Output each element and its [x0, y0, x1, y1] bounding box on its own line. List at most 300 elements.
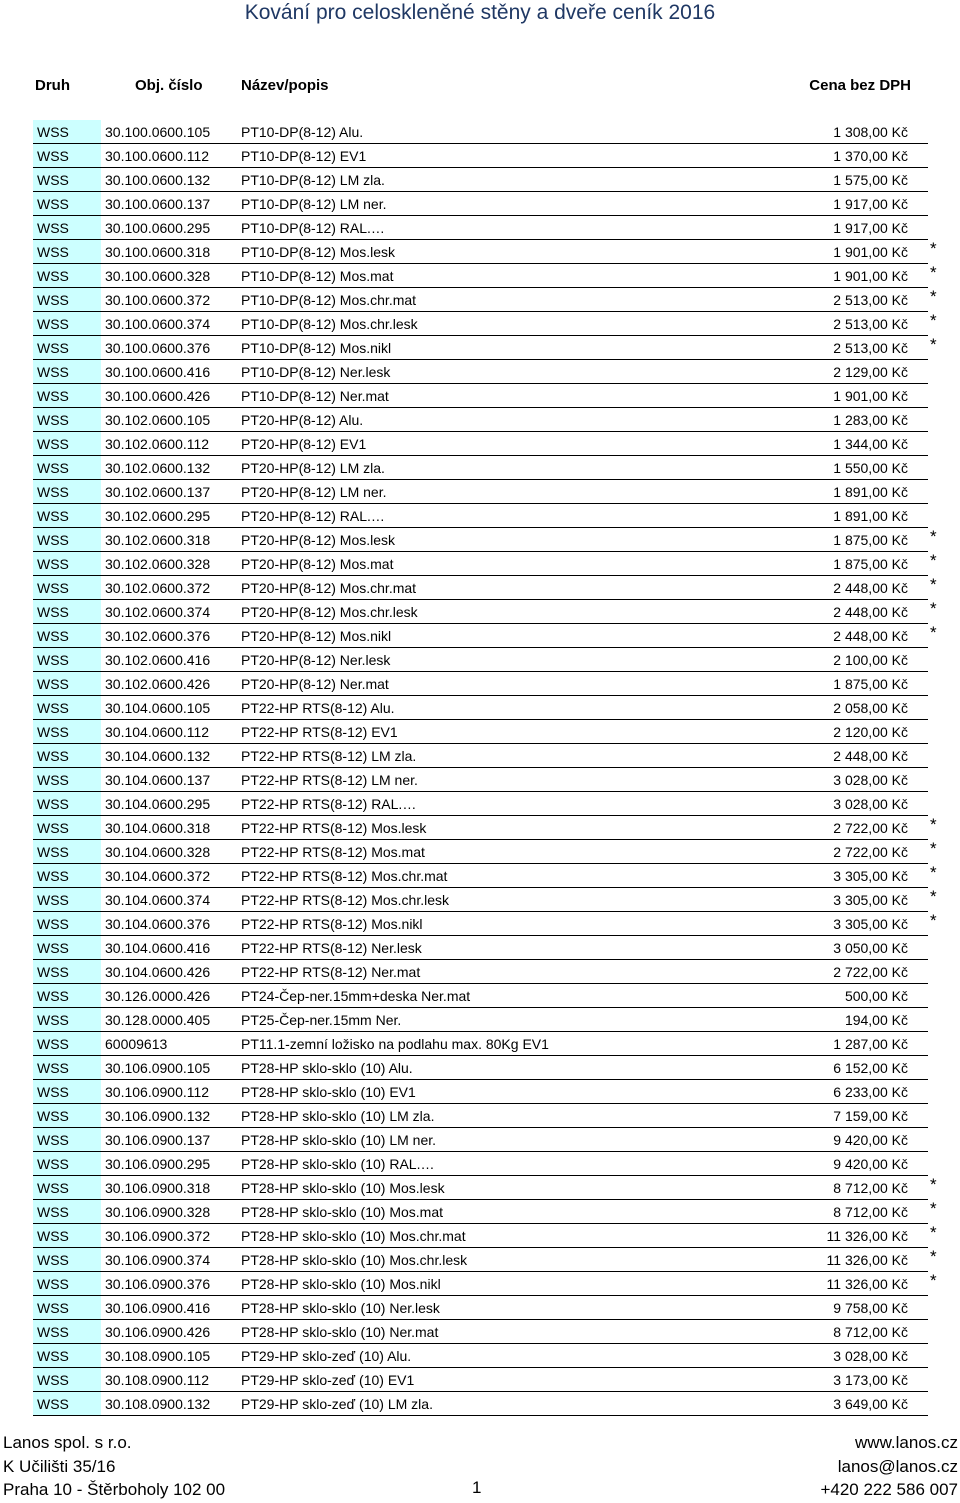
table-row: [0, 984, 960, 1008]
cell-druh: WSS: [37, 508, 69, 524]
cell-nazev: PT25-Čep-ner.15mm Ner.: [241, 1012, 402, 1028]
cell-druh: WSS: [37, 1300, 69, 1316]
cell-cena: 2 513,00 Kč: [833, 316, 908, 332]
cell-cena: 8 712,00 Kč: [833, 1204, 908, 1220]
cell-druh: WSS: [37, 292, 69, 308]
cell-nazev: PT10-DP(8-12) LM ner.: [241, 196, 387, 212]
table-row: [0, 168, 960, 192]
cell-cena: 3 050,00 Kč: [833, 940, 908, 956]
cell-nazev: PT28-HP sklo-sklo (10) RAL.…: [241, 1156, 435, 1172]
table-row: [0, 792, 960, 816]
cell-cena: 1 550,00 Kč: [833, 460, 908, 476]
cell-cena: 6 233,00 Kč: [833, 1084, 908, 1100]
cell-obj-cislo: 30.128.0000.405: [105, 1012, 211, 1028]
cell-obj-cislo: 30.102.0600.112: [105, 436, 210, 452]
cell-druh: WSS: [37, 1084, 69, 1100]
table-row: [0, 336, 960, 360]
cell-cena: 2 722,00 Kč: [833, 964, 908, 980]
cell-druh: WSS: [37, 724, 69, 740]
cell-obj-cislo: 30.104.0600.426: [105, 964, 211, 980]
cell-druh: WSS: [37, 1132, 69, 1148]
cell-cena: 2 100,00 Kč: [833, 652, 908, 668]
cell-cena: 3 305,00 Kč: [833, 868, 908, 884]
cell-note-asterisk: *: [930, 623, 937, 642]
cell-druh: WSS: [37, 964, 69, 980]
cell-druh: WSS: [37, 796, 69, 812]
cell-cena: 3 028,00 Kč: [833, 796, 908, 812]
table-row: [0, 432, 960, 456]
cell-cena: 3 305,00 Kč: [833, 892, 908, 908]
cell-nazev: PT10-DP(8-12) LM zla.: [241, 172, 385, 188]
header-druh: Druh: [35, 77, 70, 94]
table-row: [0, 1080, 960, 1104]
cell-cena: 2 448,00 Kč: [833, 748, 908, 764]
cell-note-asterisk: *: [930, 335, 937, 354]
cell-druh: WSS: [37, 676, 69, 692]
cell-cena: 1 901,00 Kč: [833, 388, 908, 404]
table-row: [0, 936, 960, 960]
cell-nazev: PT22-HP RTS(8-12) Mos.nikl: [241, 916, 423, 932]
cell-cena: 3 173,00 Kč: [833, 1372, 908, 1388]
cell-druh: WSS: [37, 1060, 69, 1076]
cell-obj-cislo: 30.102.0600.318: [105, 532, 211, 548]
cell-obj-cislo: 30.102.0600.426: [105, 676, 211, 692]
cell-druh: WSS: [37, 172, 69, 188]
cell-cena: 1 891,00 Kč: [833, 484, 908, 500]
table-row: [0, 264, 960, 288]
table-row: [0, 1104, 960, 1128]
cell-obj-cislo: 30.100.0600.318: [105, 244, 211, 260]
cell-cena: 3 305,00 Kč: [833, 916, 908, 932]
cell-obj-cislo: 30.104.0600.376: [105, 916, 211, 932]
cell-druh: WSS: [37, 1252, 69, 1268]
table-row: [0, 624, 960, 648]
cell-nazev: PT29-HP sklo-zeď (10) Alu.: [241, 1348, 412, 1364]
cell-cena: 2 448,00 Kč: [833, 628, 908, 644]
cell-cena: 1 901,00 Kč: [833, 244, 908, 260]
table-row: [0, 360, 960, 384]
table-row: [0, 384, 960, 408]
cell-nazev: PT20-HP(8-12) LM zla.: [241, 460, 385, 476]
cell-obj-cislo: 30.106.0900.426: [105, 1324, 211, 1340]
table-row: [0, 552, 960, 576]
cell-cena: 1 875,00 Kč: [833, 676, 908, 692]
cell-druh: WSS: [37, 1012, 69, 1028]
cell-cena: 2 513,00 Kč: [833, 292, 908, 308]
table-row: [0, 192, 960, 216]
cell-druh: WSS: [37, 748, 69, 764]
cell-cena: 1 917,00 Kč: [833, 196, 908, 212]
cell-nazev: PT28-HP sklo-sklo (10) LM ner.: [241, 1132, 437, 1148]
cell-obj-cislo: 30.104.0600.328: [105, 844, 211, 860]
cell-note-asterisk: *: [930, 527, 937, 546]
table-row: [0, 1032, 960, 1056]
cell-druh: WSS: [37, 940, 69, 956]
table-row: [0, 960, 960, 984]
cell-obj-cislo: 30.100.0600.426: [105, 388, 211, 404]
cell-obj-cislo: 30.102.0600.416: [105, 652, 211, 668]
cell-cena: 2 722,00 Kč: [833, 820, 908, 836]
cell-druh: WSS: [37, 892, 69, 908]
cell-cena: 2 513,00 Kč: [833, 340, 908, 356]
cell-druh: WSS: [37, 1036, 69, 1052]
cell-nazev: PT20-HP(8-12) Mos.chr.mat: [241, 580, 417, 596]
cell-obj-cislo: 30.106.0900.416: [105, 1300, 211, 1316]
cell-druh: WSS: [37, 436, 69, 452]
cell-obj-cislo: 30.106.0900.376: [105, 1276, 211, 1292]
cell-obj-cislo: 30.104.0600.416: [105, 940, 211, 956]
cell-druh: WSS: [37, 580, 69, 596]
cell-note-asterisk: *: [930, 311, 937, 330]
cell-obj-cislo: 30.106.0900.105: [105, 1060, 211, 1076]
document-title: Kování pro celoskleněné stěny a dveře ceník 2016: [244, 1, 716, 24]
cell-druh: WSS: [37, 316, 69, 332]
cell-cena: 8 712,00 Kč: [833, 1180, 908, 1196]
cell-druh: WSS: [37, 388, 69, 404]
cell-nazev: PT22-HP RTS(8-12) EV1: [241, 724, 398, 740]
cell-nazev: PT22-HP RTS(8-12) Ner.lesk: [241, 940, 422, 956]
cell-note-asterisk: *: [930, 1199, 937, 1218]
cell-cena: 1 875,00 Kč: [833, 556, 908, 572]
cell-cena: 9 758,00 Kč: [833, 1300, 908, 1316]
cell-nazev: PT20-HP(8-12) RAL.…: [241, 508, 385, 524]
cell-obj-cislo: 30.104.0600.374: [105, 892, 211, 908]
cell-cena: 7 159,00 Kč: [833, 1108, 908, 1124]
header-obj-cislo: Obj. číslo: [135, 77, 203, 94]
cell-obj-cislo: 30.106.0900.318: [105, 1180, 211, 1196]
cell-cena: 2 120,00 Kč: [833, 724, 908, 740]
cell-cena: 500,00 Kč: [844, 988, 908, 1004]
cell-cena: 8 712,00 Kč: [833, 1324, 908, 1340]
cell-cena: 1 287,00 Kč: [833, 1036, 908, 1052]
table-row: [0, 744, 960, 768]
cell-druh: WSS: [37, 244, 69, 260]
cell-obj-cislo: 30.100.0600.376: [105, 340, 211, 356]
cell-cena: 1 344,00 Kč: [833, 436, 908, 452]
cell-obj-cislo: 30.104.0600.295: [105, 796, 211, 812]
cell-druh: WSS: [37, 1180, 69, 1196]
cell-cena: 6 152,00 Kč: [833, 1060, 908, 1076]
cell-note-asterisk: *: [930, 551, 937, 570]
cell-nazev: PT10-DP(8-12) RAL.…: [241, 220, 385, 236]
cell-obj-cislo: 30.106.0900.132: [105, 1108, 211, 1124]
cell-nazev: PT28-HP sklo-sklo (10) EV1: [241, 1084, 416, 1100]
cell-druh: WSS: [37, 148, 69, 164]
cell-obj-cislo: 30.100.0600.105: [105, 124, 211, 140]
cell-nazev: PT10-DP(8-12) Ner.mat: [241, 388, 389, 404]
cell-obj-cislo: 30.102.0600.132: [105, 460, 211, 476]
cell-nazev: PT28-HP sklo-sklo (10) Mos.chr.lesk: [241, 1252, 468, 1268]
cell-nazev: PT10-DP(8-12) Alu.: [241, 124, 364, 140]
cell-cena: 1 283,00 Kč: [833, 412, 908, 428]
table-row: [0, 816, 960, 840]
table-row: [0, 696, 960, 720]
page-number: 1: [472, 1478, 482, 1497]
footer-street: K Učilišti 35/16: [3, 1457, 116, 1476]
footer-web[interactable]: www.lanos.cz: [855, 1433, 958, 1452]
cell-nazev: PT22-HP RTS(8-12) Mos.chr.mat: [241, 868, 448, 884]
cell-druh: WSS: [37, 268, 69, 284]
table-row: [0, 888, 960, 912]
cell-obj-cislo: 30.126.0000.426: [105, 988, 211, 1004]
cell-cena: 9 420,00 Kč: [833, 1132, 908, 1148]
cell-druh: WSS: [37, 556, 69, 572]
table-row: [0, 456, 960, 480]
cell-obj-cislo: 30.104.0600.372: [105, 868, 211, 884]
cell-nazev: PT28-HP sklo-sklo (10) LM zla.: [241, 1108, 435, 1124]
cell-note-asterisk: *: [930, 599, 937, 618]
cell-nazev: PT20-HP(8-12) EV1: [241, 436, 367, 452]
cell-obj-cislo: 30.102.0600.137: [105, 484, 211, 500]
cell-nazev: PT22-HP RTS(8-12) RAL.…: [241, 796, 417, 812]
cell-note-asterisk: *: [930, 287, 937, 306]
cell-cena: 11 326,00 Kč: [826, 1228, 908, 1244]
cell-cena: 1 370,00 Kč: [833, 148, 908, 164]
cell-obj-cislo: 30.106.0900.328: [105, 1204, 211, 1220]
table-row: [0, 1128, 960, 1152]
table-row: [0, 1344, 960, 1368]
table-row: [0, 1200, 960, 1224]
cell-nazev: PT22-HP RTS(8-12) Mos.lesk: [241, 820, 427, 836]
cell-cena: 194,00 Kč: [844, 1012, 908, 1028]
price-table: [0, 120, 960, 1416]
cell-cena: 11 326,00 Kč: [826, 1252, 908, 1268]
table-row: [0, 576, 960, 600]
cell-nazev: PT11.1-zemní ložisko na podlahu max. 80Kg EV1: [241, 1036, 549, 1052]
cell-obj-cislo: 30.106.0900.295: [105, 1156, 211, 1172]
cell-druh: WSS: [37, 772, 69, 788]
cell-druh: WSS: [37, 484, 69, 500]
cell-obj-cislo: 30.104.0600.137: [105, 772, 211, 788]
table-row: [0, 1272, 960, 1296]
cell-nazev: PT20-HP(8-12) Alu.: [241, 412, 364, 428]
cell-nazev: PT20-HP(8-12) Mos.chr.lesk: [241, 604, 418, 620]
cell-note-asterisk: *: [930, 911, 937, 930]
cell-nazev: PT28-HP sklo-sklo (10) Mos.lesk: [241, 1180, 445, 1196]
cell-nazev: PT10-DP(8-12) Mos.nikl: [241, 340, 392, 356]
table-row: [0, 1152, 960, 1176]
cell-nazev: PT22-HP RTS(8-12) LM zla.: [241, 748, 417, 764]
cell-note-asterisk: *: [930, 887, 937, 906]
cell-druh: WSS: [37, 1156, 69, 1172]
cell-druh: WSS: [37, 1204, 69, 1220]
cell-druh: WSS: [37, 124, 69, 140]
cell-note-asterisk: *: [930, 1223, 937, 1242]
cell-obj-cislo: 30.100.0600.372: [105, 292, 211, 308]
cell-nazev: PT10-DP(8-12) EV1: [241, 148, 367, 164]
cell-druh: WSS: [37, 532, 69, 548]
cell-note-asterisk: *: [930, 239, 937, 258]
cell-nazev: PT28-HP sklo-sklo (10) Ner.mat: [241, 1324, 439, 1340]
cell-druh: WSS: [37, 1324, 69, 1340]
table-row: [0, 120, 960, 144]
cell-druh: WSS: [37, 700, 69, 716]
cell-obj-cislo: 30.102.0600.328: [105, 556, 211, 572]
cell-obj-cislo: 30.100.0600.295: [105, 220, 211, 236]
cell-nazev: PT10-DP(8-12) Mos.chr.lesk: [241, 316, 418, 332]
table-row: [0, 1296, 960, 1320]
cell-nazev: PT20-HP(8-12) Ner.mat: [241, 676, 389, 692]
cell-druh: WSS: [37, 1108, 69, 1124]
cell-druh: WSS: [37, 1348, 69, 1364]
table-row: [0, 672, 960, 696]
footer-email[interactable]: lanos@lanos.cz: [837, 1457, 958, 1476]
table-row: [0, 1320, 960, 1344]
cell-druh: WSS: [37, 340, 69, 356]
cell-obj-cislo: 30.104.0600.112: [105, 724, 210, 740]
cell-druh: WSS: [37, 1228, 69, 1244]
cell-druh: WSS: [37, 220, 69, 236]
cell-druh: WSS: [37, 868, 69, 884]
table-row: [0, 864, 960, 888]
cell-obj-cislo: 30.106.0900.137: [105, 1132, 211, 1148]
cell-obj-cislo: 30.100.0600.328: [105, 268, 211, 284]
cell-cena: 2 448,00 Kč: [833, 580, 908, 596]
cell-druh: WSS: [37, 988, 69, 1004]
cell-cena: 1 917,00 Kč: [833, 220, 908, 236]
cell-nazev: PT28-HP sklo-sklo (10) Mos.nikl: [241, 1276, 441, 1292]
cell-cena: 1 575,00 Kč: [833, 172, 908, 188]
cell-cena: 1 308,00 Kč: [833, 124, 908, 140]
cell-druh: WSS: [37, 916, 69, 932]
table-row: [0, 1368, 960, 1392]
cell-nazev: PT10-DP(8-12) Mos.lesk: [241, 244, 396, 260]
cell-druh: WSS: [37, 412, 69, 428]
cell-druh: WSS: [37, 1276, 69, 1292]
cell-cena: 1 875,00 Kč: [833, 532, 908, 548]
cell-nazev: PT20-HP(8-12) Mos.mat: [241, 556, 394, 572]
cell-obj-cislo: 60009613: [105, 1036, 168, 1052]
table-row: [0, 600, 960, 624]
cell-obj-cislo: 30.106.0900.374: [105, 1252, 211, 1268]
row-divider: [33, 1415, 928, 1416]
cell-nazev: PT28-HP sklo-sklo (10) Ner.lesk: [241, 1300, 440, 1316]
cell-nazev: PT24-Čep-ner.15mm+deska Ner.mat: [241, 988, 471, 1004]
cell-druh: WSS: [37, 1372, 69, 1388]
cell-cena: 2 058,00 Kč: [833, 700, 908, 716]
cell-note-asterisk: *: [930, 575, 937, 594]
cell-nazev: PT10-DP(8-12) Ner.lesk: [241, 364, 391, 380]
cell-obj-cislo: 30.102.0600.295: [105, 508, 211, 524]
cell-nazev: PT28-HP sklo-sklo (10) Mos.chr.mat: [241, 1228, 466, 1244]
table-row: [0, 408, 960, 432]
cell-nazev: PT22-HP RTS(8-12) Ner.mat: [241, 964, 421, 980]
cell-obj-cislo: 30.100.0600.132: [105, 172, 211, 188]
cell-obj-cislo: 30.102.0600.376: [105, 628, 211, 644]
cell-druh: WSS: [37, 460, 69, 476]
header-cena-bez-dph: Cena bez DPH: [809, 77, 911, 94]
table-row: [0, 216, 960, 240]
cell-obj-cislo: 30.100.0600.416: [105, 364, 211, 380]
cell-obj-cislo: 30.108.0900.105: [105, 1348, 211, 1364]
table-row: [0, 480, 960, 504]
cell-druh: WSS: [37, 652, 69, 668]
cell-nazev: PT28-HP sklo-sklo (10) Alu.: [241, 1060, 413, 1076]
cell-cena: 3 649,00 Kč: [833, 1396, 908, 1412]
footer-phone: +420 222 586 007: [820, 1480, 958, 1499]
cell-note-asterisk: *: [930, 863, 937, 882]
cell-druh: WSS: [37, 628, 69, 644]
cell-obj-cislo: 30.106.0900.112: [105, 1084, 210, 1100]
cell-cena: 11 326,00 Kč: [826, 1276, 908, 1292]
cell-nazev: PT20-HP(8-12) Mos.lesk: [241, 532, 396, 548]
table-row: [0, 1176, 960, 1200]
cell-cena: 2 722,00 Kč: [833, 844, 908, 860]
cell-nazev: PT20-HP(8-12) Mos.nikl: [241, 628, 392, 644]
table-row: [0, 720, 960, 744]
cell-obj-cislo: 30.104.0600.105: [105, 700, 211, 716]
cell-obj-cislo: 30.100.0600.374: [105, 316, 211, 332]
cell-obj-cislo: 30.104.0600.132: [105, 748, 211, 764]
table-row: [0, 1008, 960, 1032]
cell-cena: 1 901,00 Kč: [833, 268, 908, 284]
table-row: [0, 312, 960, 336]
table-row: [0, 240, 960, 264]
table-row: [0, 528, 960, 552]
table-row: [0, 1392, 960, 1416]
cell-obj-cislo: 30.102.0600.372: [105, 580, 211, 596]
table-row: [0, 144, 960, 168]
table-row: [0, 288, 960, 312]
cell-note-asterisk: *: [930, 263, 937, 282]
cell-nazev: PT22-HP RTS(8-12) LM ner.: [241, 772, 418, 788]
cell-obj-cislo: 30.102.0600.374: [105, 604, 211, 620]
cell-nazev: PT10-DP(8-12) Mos.chr.mat: [241, 292, 417, 308]
cell-nazev: PT20-HP(8-12) LM ner.: [241, 484, 387, 500]
cell-druh: WSS: [37, 604, 69, 620]
cell-druh: WSS: [37, 844, 69, 860]
cell-druh: WSS: [37, 820, 69, 836]
cell-obj-cislo: 30.108.0900.112: [105, 1372, 210, 1388]
table-row: [0, 912, 960, 936]
table-row: [0, 648, 960, 672]
cell-obj-cislo: 30.106.0900.372: [105, 1228, 211, 1244]
cell-nazev: PT22-HP RTS(8-12) Alu.: [241, 700, 395, 716]
cell-nazev: PT22-HP RTS(8-12) Mos.mat: [241, 844, 425, 860]
table-row: [0, 768, 960, 792]
table-row: [0, 504, 960, 528]
cell-cena: 3 028,00 Kč: [833, 772, 908, 788]
cell-note-asterisk: *: [930, 1271, 937, 1290]
cell-nazev: PT10-DP(8-12) Mos.mat: [241, 268, 394, 284]
footer-company: Lanos spol. s r.o.: [3, 1433, 132, 1452]
cell-note-asterisk: *: [930, 1247, 937, 1266]
cell-nazev: PT28-HP sklo-sklo (10) Mos.mat: [241, 1204, 444, 1220]
cell-cena: 9 420,00 Kč: [833, 1156, 908, 1172]
cell-cena: 3 028,00 Kč: [833, 1348, 908, 1364]
cell-cena: 1 891,00 Kč: [833, 508, 908, 524]
cell-obj-cislo: 30.108.0900.132: [105, 1396, 211, 1412]
cell-obj-cislo: 30.104.0600.318: [105, 820, 211, 836]
cell-note-asterisk: *: [930, 815, 937, 834]
cell-druh: WSS: [37, 196, 69, 212]
table-row: [0, 840, 960, 864]
cell-obj-cislo: 30.102.0600.105: [105, 412, 211, 428]
cell-nazev: PT20-HP(8-12) Ner.lesk: [241, 652, 391, 668]
cell-obj-cislo: 30.100.0600.137: [105, 196, 211, 212]
cell-cena: 2 448,00 Kč: [833, 604, 908, 620]
cell-nazev: PT29-HP sklo-zeď (10) EV1: [241, 1372, 415, 1388]
table-row: [0, 1248, 960, 1272]
header-nazev-popis: Název/popis: [241, 77, 329, 94]
table-row: [0, 1056, 960, 1080]
cell-nazev: PT29-HP sklo-zeď (10) LM zla.: [241, 1396, 433, 1412]
table-row: [0, 1224, 960, 1248]
cell-druh: WSS: [37, 364, 69, 380]
cell-note-asterisk: *: [930, 839, 937, 858]
cell-druh: WSS: [37, 1396, 69, 1412]
cell-obj-cislo: 30.100.0600.112: [105, 148, 210, 164]
